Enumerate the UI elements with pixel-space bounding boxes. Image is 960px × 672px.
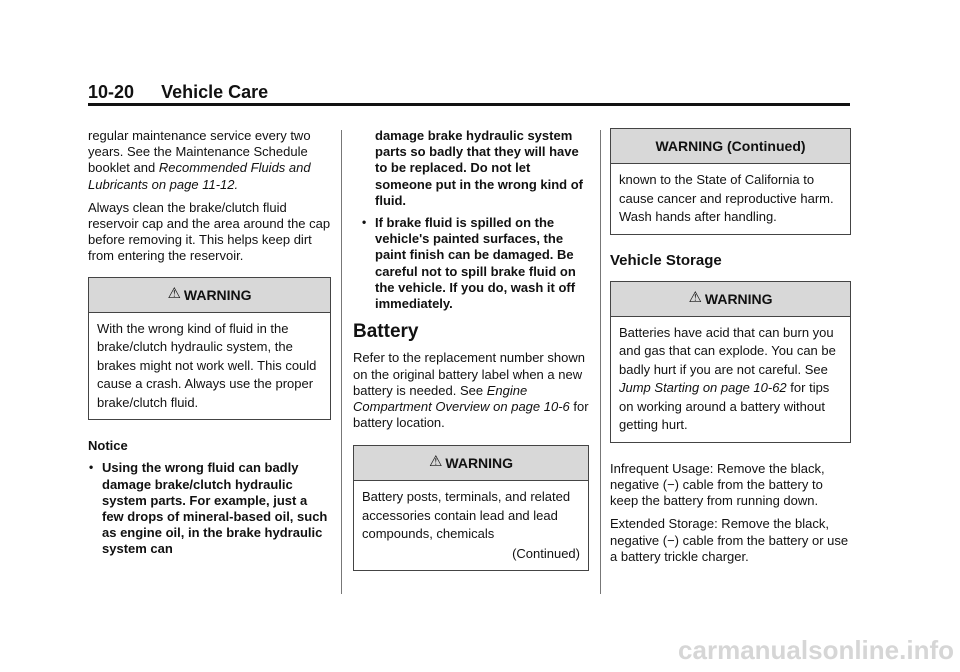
paragraph: Infrequent Usage: Remove the black, negative (−) cable from the battery to keep the battery from running down.: [610, 460, 825, 509]
list-item: • If brake fluid is spilled on the vehicle's painted surfaces, the paint finish can be damaged. Be careful not to spill brake fluid on the vehicle. If you do, wash it off immediately.: [361, 215, 589, 312]
warning-header: ⚠ WARNING: [611, 282, 850, 317]
paragraph: Refer to the replacement number shown on the original battery label when a new battery is needed. See Engine Compartment Overview on page 10-6 for battery location.: [353, 350, 589, 431]
watermark: carmanualsonline.info: [678, 635, 954, 665]
warning-triangle-icon: ⚠: [167, 284, 181, 302]
page-number: 10-20: [88, 82, 135, 102]
column-3: [610, 128, 851, 572]
page-header: [88, 82, 268, 103]
section-heading: Battery: [353, 321, 419, 343]
list-item-continued: damage brake hydraulic system parts so badly that they will have to be replaced. Do not let someone put in the wrong kind of fluid.: [375, 128, 583, 208]
cross-reference-link[interactable]: Recommended Fluids and Lubricants on page 11-12.: [88, 160, 311, 192]
paragraph: Always clean the brake/clutch fluid reservoir cap and the area around the cap before removing it. This helps keep dirt from entering the reservoir.: [88, 199, 331, 264]
warning-header: ⚠ WARNING: [89, 278, 330, 313]
notice-title: Notice: [88, 438, 128, 454]
list-item: • Using the wrong fluid can badly damage brake/clutch hydraulic system parts. For example, just a few drops of mineral-based oil, such as engine oil, in the brake hydraulic system can: [88, 460, 331, 557]
warning-box: [353, 445, 589, 571]
warning-triangle-icon: ⚠: [428, 453, 443, 471]
warning-box: [610, 281, 851, 443]
paragraph: Extended Storage: Remove the black, negative (−) cable from the battery or use a battery trickle charger.: [610, 516, 849, 564]
subsection-heading: Vehicle Storage: [610, 251, 722, 269]
warning-body: With the wrong kind of fluid in the brake/clutch hydraulic system, the brakes might not work well. This could cause a crash. Always use the proper brake/clutch fluid.: [97, 320, 317, 410]
warning-header: ⚠ WARNING: [354, 446, 588, 481]
notice-list: [353, 215, 589, 312]
column-divider-2: [600, 130, 601, 594]
header-rule: [88, 103, 850, 106]
warning-header: WARNING (Continued): [611, 129, 850, 164]
cross-reference-link[interactable]: Engine Compartment Overview on page 10-6: [353, 382, 570, 415]
warning-box: [88, 277, 331, 421]
column-1: [88, 128, 331, 564]
column-divider-1: [341, 130, 342, 594]
warning-body: Battery posts, terminals, and related accessories contain lead and lead compounds, chemicals (Continued): [354, 481, 588, 570]
paragraph: regular maintenance service every two years. See the Maintenance Schedule booklet and Recommended Fluids and Lubricants on page 11-12.: [88, 128, 311, 192]
warning-body: known to the State of California to cause cancer and reproductive harm. Wash hands after handling.: [619, 172, 834, 224]
warning-triangle-icon: ⚠: [688, 288, 702, 306]
cross-reference-link[interactable]: Jump Starting on page 10-62: [619, 380, 787, 396]
section-title: Vehicle Care: [161, 82, 269, 102]
column-2: [353, 128, 589, 589]
warning-body: Batteries have acid that can burn you and gas that can explode. You can be badly hurt if you are not careful. See Jump Starting on page 10-62 for tips on working around a battery without getting hurt.: [619, 324, 836, 433]
notice-list: [88, 460, 331, 557]
warning-box-continued: [610, 128, 851, 235]
continued-label: (Continued): [512, 545, 580, 561]
